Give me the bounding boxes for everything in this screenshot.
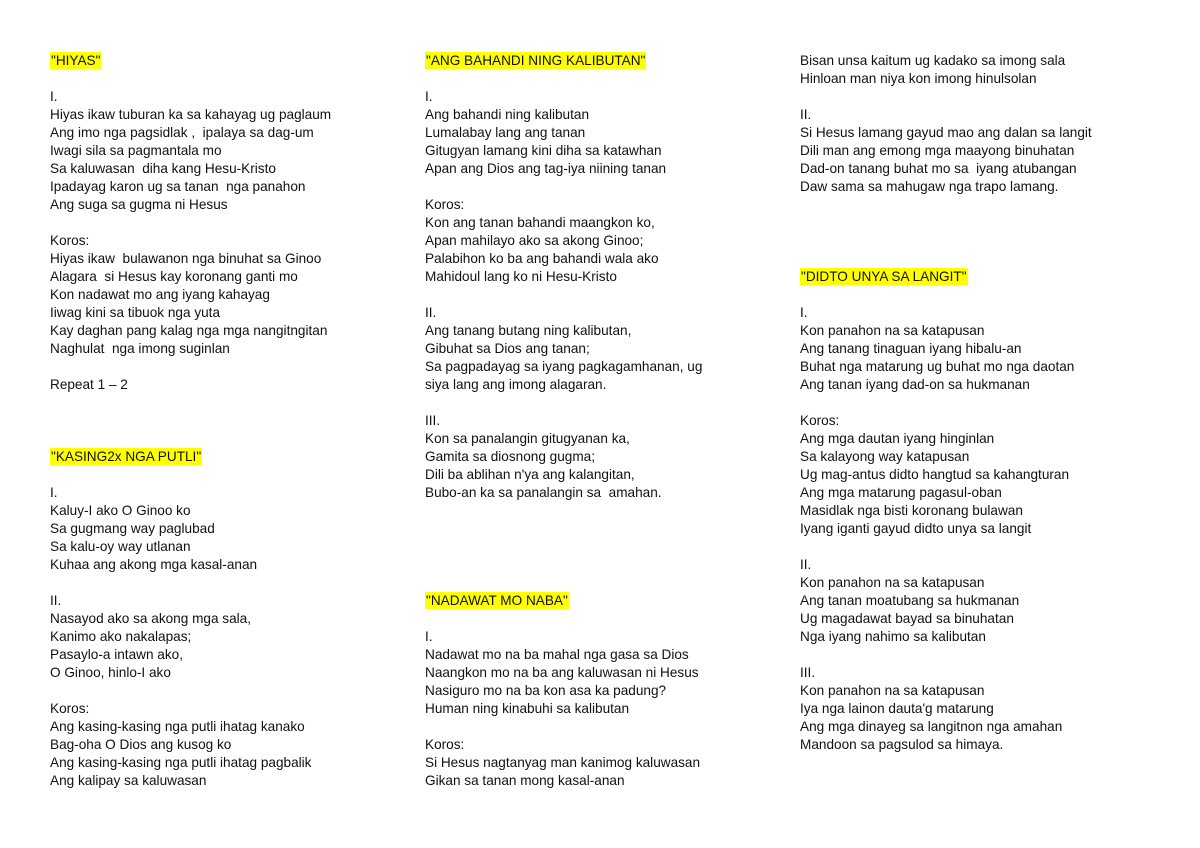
lyric-line: Human ning kinabuhi sa kalibutan	[425, 701, 630, 716]
lyric-line: I.	[425, 89, 433, 104]
lyric-line: Ang tanan moatubang sa hukmanan	[800, 593, 1020, 608]
blank-line	[800, 196, 1092, 214]
lyric-line: Kon sa panalangin gitugyanan ka,	[425, 431, 630, 446]
song-title: "DIDTO UNYA SA LANGIT"	[801, 269, 967, 284]
song-title-row	[50, 52, 331, 70]
lyric-line: Buhat nga matarung ug buhat mo nga daotan	[800, 359, 1075, 374]
blank-line	[800, 214, 1092, 232]
lyric-line: Ang tanang butang ning kalibutan,	[425, 323, 632, 338]
blank-line	[425, 394, 702, 412]
lyric-line: Koros:	[50, 233, 90, 248]
lyric-line: Ug magadawat bayad sa binuhatan	[800, 611, 1014, 626]
lyric-line: Gikan sa tanan mong kasal-anan	[425, 773, 625, 788]
lyric-line: Nasiguro mo na ba kon asa ka padung?	[425, 683, 667, 698]
lyric-line: III.	[425, 413, 441, 428]
lyric-line: II.	[800, 557, 812, 572]
lyric-line: Ug mag-antus didto hangtud sa kahangturan	[800, 467, 1070, 482]
blank-line	[425, 574, 702, 592]
lyric-line: Gitugyan lamang kini diha sa katawhan	[425, 143, 662, 158]
lyric-line: Ang mga dinayeg sa langitnon nga amahan	[800, 719, 1063, 734]
lyric-line: Gibuhat sa Dios ang tanan;	[425, 341, 590, 356]
lyric-line: Kanimo ako nakalapas;	[50, 629, 192, 644]
lyric-line: Kon panahon na sa katapusan	[800, 683, 985, 698]
lyric-line: Iwagi sila sa pagmantala mo	[50, 143, 222, 158]
lyric-line: Apan mahilayo ako sa akong Ginoo;	[425, 233, 644, 248]
blank-line	[800, 286, 1092, 304]
lyric-line: Bag-oha O Dios ang kusog ko	[50, 737, 232, 752]
lyric-line: Hiyas ikaw tuburan ka sa kahayag ug paglaum	[50, 107, 332, 122]
blank-line	[50, 430, 331, 448]
song-title-row	[50, 448, 331, 466]
blank-line	[800, 538, 1092, 556]
lyric-line: Nasayod ako sa akong mga sala,	[50, 611, 252, 626]
lyric-line: Palabihon ko ba ang bahandi wala ako	[425, 251, 659, 266]
lyric-line: Koros:	[425, 737, 465, 752]
lyrics-column-3	[800, 52, 1092, 754]
song-title: "KASING2x NGA PUTLI"	[51, 449, 202, 464]
blank-line	[50, 70, 331, 88]
lyric-line: Si Hesus nagtanyag man kanimog kaluwasan	[425, 755, 701, 770]
lyric-line: Si Hesus lamang gayud mao ang dalan sa langit	[800, 125, 1092, 140]
lyric-line: Hiyas ikaw bulawanon nga binuhat sa Ginoo	[50, 251, 322, 266]
blank-line	[425, 610, 702, 628]
lyric-line: Alagara si Hesus kay koronang ganti mo	[50, 269, 298, 284]
blank-line	[50, 214, 331, 232]
lyric-line: Sa kalayong way katapusan	[800, 449, 970, 464]
lyric-line: Ang tanan iyang dad-on sa hukmanan	[800, 377, 1030, 392]
lyric-line: Bisan unsa kaitum ug kadako sa imong sala	[800, 53, 1066, 68]
lyric-line: Ang tanang tinaguan iyang hibalu-an	[800, 341, 1022, 356]
lyric-line: I.	[50, 89, 58, 104]
lyric-line: Apan ang Dios ang tag-iya niining tanan	[425, 161, 667, 176]
lyric-line: Gamita sa diosnong gugma;	[425, 449, 596, 464]
lyric-line: Ang mga matarung pagasul-oban	[800, 485, 1002, 500]
lyric-line: Ang suga sa gugma ni Hesus	[50, 197, 228, 212]
blank-line	[800, 250, 1092, 268]
lyric-line: Koros:	[50, 701, 90, 716]
lyric-line: Bubo-an ka sa panalangin sa amahan.	[425, 485, 662, 500]
blank-line	[425, 502, 702, 520]
lyric-line: II.	[800, 107, 812, 122]
blank-line	[50, 394, 331, 412]
lyric-line: Sa kaluwasan diha kang Hesu-Kristo	[50, 161, 276, 176]
lyric-line: Ang mga dautan iyang hinginlan	[800, 431, 995, 446]
lyric-line: Kuhaa ang akong mga kasal-anan	[50, 557, 258, 572]
lyric-line: Dad-on tanang buhat mo sa iyang atubangan	[800, 161, 1077, 176]
lyric-line: Kay daghan pang kalag nga mga nangitngitan	[50, 323, 328, 338]
lyric-line: siya lang ang imong alagaran.	[425, 377, 607, 392]
lyric-line: Mandoon sa pagsulod sa himaya.	[800, 737, 1004, 752]
blank-line	[50, 412, 331, 430]
lyric-line: Daw sama sa mahugaw nga trapo lamang.	[800, 179, 1059, 194]
lyric-line: Ang kasing-kasing nga putli ihatag kanako	[50, 719, 305, 734]
lyric-line: Mahidoul lang ko ni Hesu-Kristo	[425, 269, 617, 284]
lyric-line: Koros:	[800, 413, 840, 428]
blank-line	[50, 358, 331, 376]
lyric-line: Repeat 1 – 2	[50, 377, 128, 392]
lyric-line: Iiwag kini sa tibuok nga yuta	[50, 305, 221, 320]
song-title: "ANG BAHANDI NING KALIBUTAN"	[426, 53, 646, 68]
lyric-line: Sa pagpadayag sa iyang pagkagamhanan, ug	[425, 359, 703, 374]
blank-line	[425, 70, 702, 88]
blank-line	[800, 394, 1092, 412]
lyric-line: Dili man ang emong mga maayong binuhatan	[800, 143, 1075, 158]
lyric-line: Kon nadawat mo ang iyang kahayag	[50, 287, 270, 302]
song-title-row	[425, 52, 702, 70]
song-title: "NADAWAT MO NABA"	[426, 593, 568, 608]
lyric-line: O Ginoo, hinlo-I ako	[50, 665, 171, 680]
blank-line	[425, 556, 702, 574]
blank-line	[425, 520, 702, 538]
blank-line	[425, 178, 702, 196]
lyric-line: I.	[425, 629, 433, 644]
blank-line	[800, 646, 1092, 664]
lyric-line: Nga iyang nahimo sa kalibutan	[800, 629, 986, 644]
lyric-line: Dili ba ablihan n'ya ang kalangitan,	[425, 467, 635, 482]
blank-line	[425, 286, 702, 304]
song-title: "HIYAS"	[51, 53, 101, 68]
lyric-line: Hinloan man niya kon imong hinulsolan	[800, 71, 1037, 86]
lyric-line: Masidlak nga bisti koronang bulawan	[800, 503, 1023, 518]
lyric-line: Kaluy-I ako O Ginoo ko	[50, 503, 191, 518]
lyric-line: Pasaylo-a intawn ako,	[50, 647, 183, 662]
lyric-line: II.	[425, 305, 437, 320]
song-title-row	[800, 268, 1092, 286]
blank-line	[425, 718, 702, 736]
song-title-row	[425, 592, 702, 610]
lyric-line: III.	[800, 665, 816, 680]
lyric-line: Iya nga lainon dauta'g matarung	[800, 701, 994, 716]
lyric-line: Kon ang tanan bahandi maangkon ko,	[425, 215, 655, 230]
blank-line	[50, 574, 331, 592]
lyric-line: Ang kasing-kasing nga putli ihatag pagbalik	[50, 755, 312, 770]
lyric-line: Naghulat nga imong suginlan	[50, 341, 230, 356]
lyric-line: Naangkon mo na ba ang kaluwasan ni Hesus	[425, 665, 699, 680]
lyric-line: I.	[800, 305, 808, 320]
lyric-line: Kon panahon na sa katapusan	[800, 575, 985, 590]
lyric-line: Sa gugmang way paglubad	[50, 521, 215, 536]
blank-line	[50, 466, 331, 484]
lyric-line: Kon panahon na sa katapusan	[800, 323, 985, 338]
blank-line	[50, 682, 331, 700]
lyrics-column-2	[425, 52, 702, 790]
blank-line	[425, 538, 702, 556]
lyric-line: Ang kalipay sa kaluwasan	[50, 773, 207, 788]
lyric-line: I.	[50, 485, 58, 500]
lyric-line: Lumalabay lang ang tanan	[425, 125, 586, 140]
blank-line	[800, 88, 1092, 106]
lyric-line: Ipadayag karon ug sa tanan nga panahon	[50, 179, 306, 194]
lyric-line: Iyang iganti gayud didto unya sa langit	[800, 521, 1032, 536]
lyric-line: Nadawat mo na ba mahal nga gasa sa Dios	[425, 647, 689, 662]
lyric-line: Ang imo nga pagsidlak , ipalaya sa dag-um	[50, 125, 314, 140]
blank-line	[800, 232, 1092, 250]
lyric-line: Sa kalu-oy way utlanan	[50, 539, 191, 554]
lyric-line: Koros:	[425, 197, 465, 212]
lyrics-column-1	[50, 52, 331, 790]
lyric-line: Ang bahandi ning kalibutan	[425, 107, 590, 122]
lyric-line: II.	[50, 593, 62, 608]
